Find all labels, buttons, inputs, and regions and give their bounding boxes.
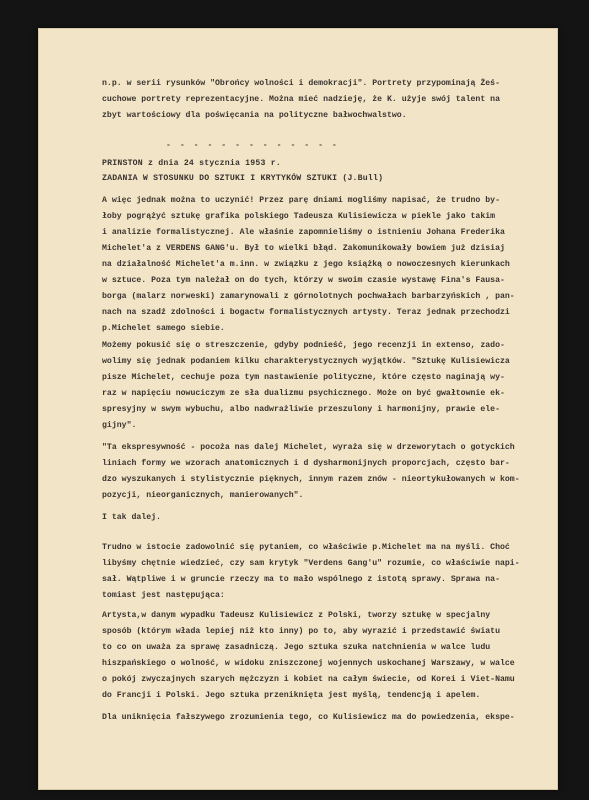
text-line: pisze Michelet, cechuje poza tym nastawienie polityczne, które często naginają wy- — [102, 373, 505, 382]
text-line: Artysta,w danym wypadku Tadeusz Kulisiewicz z Polski, tworzy sztukę w specjalny — [102, 611, 491, 620]
text-line: cuchowe portrety reprezentacyjne. Można mieć nadzieję, że K. użyje swój talent na — [102, 95, 500, 104]
text-line: nach na szadź zdolności i bogactw formalistycznych artysty. Teraz jednak przechodzi — [102, 308, 510, 317]
paragraph — [102, 710, 558, 726]
interjection: I tak dalej. — [102, 513, 161, 522]
text-line: łoby pogrążyć sztukę grafika polskiego Tadeusza Kulisiewicza w piekle jako takim — [102, 212, 496, 221]
text-line: hiszpańskiego o wolność, w widoku zniszczonej wojennych uskochanej Warszawy, w walce — [102, 659, 515, 668]
text-line: o pokój zwyczajnych szarych mężczyzn i kobiet na całym świecie, od Korei i Viet-Namu — [102, 675, 515, 684]
text-line: wolimy się jednak podaniem kilku charakterystycznych wyjątków. "Sztukę Kulisiewicza — [102, 357, 510, 366]
text-line: n.p. w serii rysunków "Obrońcy wolności i demokracji". Portrety przypominają Żeś- — [102, 79, 500, 88]
text-line: gijny". — [102, 421, 137, 430]
text-line: sał. Wątpliwe i w gruncie rzeczy ma to mało wspólnego z istotą sprawy. Sprawa na- — [102, 575, 500, 584]
text-line: "Ta ekspresywność - pocoża nas dalej Michelet, wyraża się w drzeworytach o gotyckich — [102, 443, 515, 452]
text-line: w sztuce. Poza tym należał on do tych, którzy w swoim czasie wystawę Fina's Fausa- — [102, 276, 505, 285]
paragraph — [102, 338, 558, 434]
separator-line: - - - - - - - - - - - - - — [166, 141, 339, 150]
text-line: na działalność Michelet'a m.inn. w związku z jego książką o nowoczesnych kierunkach — [102, 260, 510, 269]
text-line: A więc jednak można to uczynić! Przez parę dniami mogliśmy napisać, że trudno by- — [102, 196, 500, 205]
article-subtitle: ZADANIA W STOSUNKU DO SZTUKI I KRYTYKÓW SZTUKI (J.Bull) — [102, 174, 384, 183]
text-line: tomiast jest następująca: — [102, 591, 225, 600]
dateline: PRINSTON z dnia 24 stycznia 1953 r. — [102, 159, 281, 168]
text-line: i analizie formalistycznej. Ale właśnie zapomnieliśmy o istnieniu Johana Frederika — [102, 228, 505, 237]
text-line: pozycji, nieorganicznych, manierowanych". — [102, 491, 304, 500]
text-line: liniach formy we wzorach anatomicznych i d dysharmonijnych proporcjach, często bar- — [102, 459, 510, 468]
text-line: Trudno w istocie zadowolnić się pytaniem, co właściwie p.Michelet ma na myśli. Choć — [102, 543, 510, 552]
text-line: Michelet'a z VERDENS GANG'u. Był to wielki błąd. Zakomunikowały bowiem już dzisiaj — [102, 244, 505, 253]
text-line: dzo wyszukanych i stylistycznie pięknych, innym razem znów - nieortykułowanych w kom- — [102, 475, 520, 484]
paragraph — [102, 440, 558, 504]
text-line: p.Michelet samego siebie. — [102, 324, 225, 333]
text-line: do Francji i Polski. Jego sztuka przeniknięta jest myślą, tendencją i apelem. — [102, 691, 481, 700]
paragraph — [102, 540, 558, 604]
text-line: zbyt wartościowy dla poświęcania na polityczne bałwochwalstwo. — [102, 111, 407, 120]
document-page — [38, 28, 558, 790]
text-line: Możemy pokusić się o streszczenie, gdyby podnieść, jego recenzji in extenso, zado- — [102, 341, 505, 350]
text-line: borga (malarz norweski) zamarynowali z górnolotnych pochwałach barbarzyńskich , pan- — [102, 292, 515, 301]
text-line: sposób (którym włada lepiej niż kto inny) po to, aby wyrazić i przedstawić światu — [102, 627, 500, 636]
text-line: spresyjny w swym wybuchu, albo nadwrażliwie przeszulony i harmonijny, prawie ele- — [102, 405, 500, 414]
paragraph — [102, 608, 558, 704]
text-line: Dla uniknięcia fałszywego zrozumienia tego, co Kulisiewicz ma do powiedzenia, ekspe- — [102, 713, 515, 722]
text-line: raz w napięciu nowuciczym ze sła dualizmu psychicznego. Może on być gwałtownie ek- — [102, 389, 505, 398]
paragraph — [102, 193, 558, 337]
text-line: to co on uważa za sprawę zasadniczą. Jego sztuka szuka natchnienia w walce ludu — [102, 643, 491, 652]
text-line: libyśmy chętnie wiedzieć, czy sam krytyk "Verdens Gang'u" rozumie, co właściwie napi- — [102, 559, 520, 568]
intro-paragraph — [102, 76, 558, 124]
